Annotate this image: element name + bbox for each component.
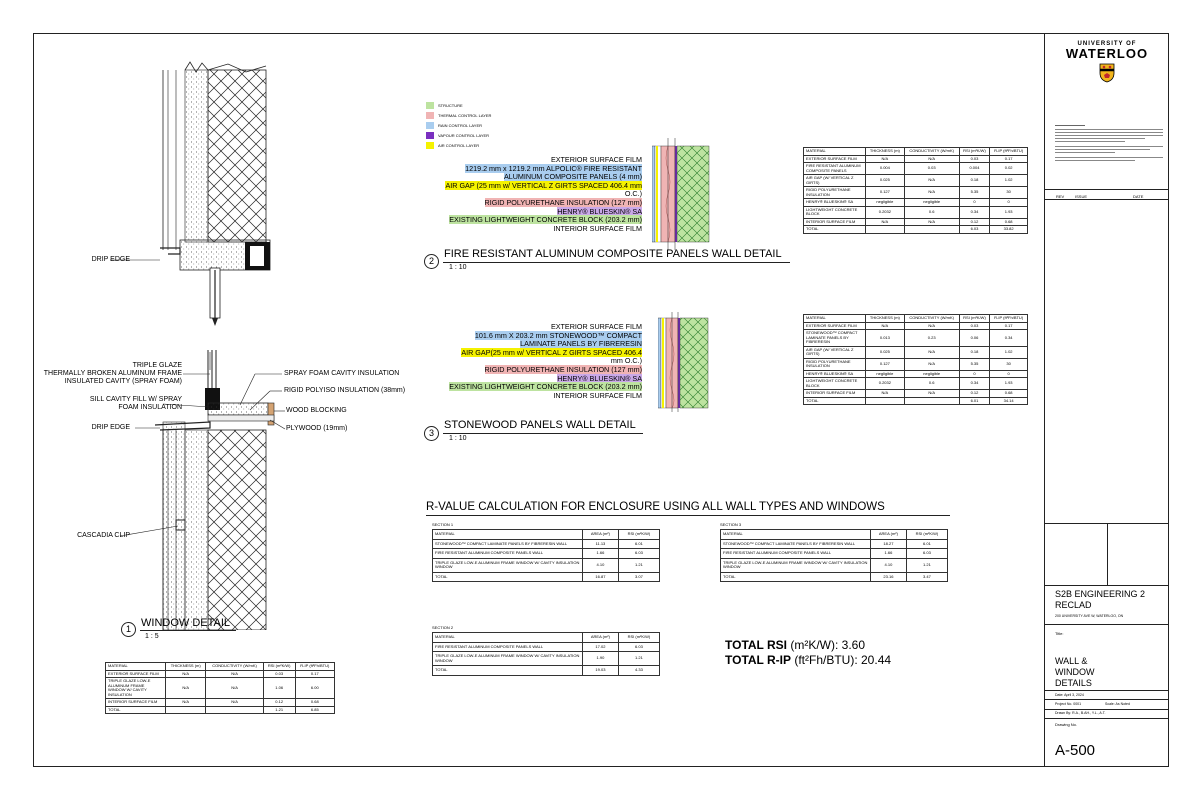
- layer-callout: [410, 225, 642, 234]
- layer-callout-text: mm O.C.): [610, 356, 642, 366]
- stonewood-layer-callouts: [410, 323, 642, 400]
- layer-callout-text: HENRY® BLUESKIN® SA: [557, 373, 642, 383]
- table-row: [721, 558, 948, 572]
- date-label: DATE: [1133, 194, 1144, 199]
- table-cell: 23.16: [871, 572, 907, 582]
- table-header-row: [433, 633, 660, 643]
- table-cell: 1.93: [990, 378, 1028, 390]
- table-cell: 0.127: [866, 358, 905, 370]
- table-header-cell: MATERIAL: [433, 633, 583, 643]
- table-header-cell: CONDUCTIVITY (W/mK): [904, 148, 959, 156]
- layer-legend: [426, 102, 526, 157]
- table-cell: 0.025: [866, 346, 905, 358]
- layer-callout-text: O.C.): [624, 189, 642, 199]
- label-sill-fill-1: SILL CAVITY FILL W/ SPRAY: [89, 396, 182, 403]
- table-cell: STONEWOOD™ COMPACT LAMINATE PANELS BY FIBRERESIN WALL: [433, 539, 583, 549]
- table-cell: INTERIOR SURFACE FILM: [804, 218, 866, 226]
- table-cell: 1.02: [990, 346, 1028, 358]
- table-cell: [904, 226, 959, 234]
- table-header-cell: MATERIAL: [106, 663, 166, 671]
- table-row: [721, 539, 948, 549]
- table-header-cell: CONDUCTIVITY (W/mK): [206, 663, 263, 671]
- table-row: [433, 539, 660, 549]
- table-cell: 0.34: [990, 330, 1028, 347]
- table-cell: TOTAL: [106, 706, 166, 714]
- table-cell: 6.01: [959, 397, 990, 405]
- table-cell: TOTAL: [433, 666, 583, 676]
- stonewood-rsi-table: [803, 314, 1028, 405]
- table-cell: 5.35: [959, 358, 990, 370]
- legend-swatch: [426, 102, 434, 109]
- label-wood-blocking: WOOD BLOCKING: [286, 407, 347, 414]
- table-row: [106, 678, 335, 699]
- table-cell: N/A: [904, 358, 959, 370]
- table-row: [804, 187, 1028, 199]
- section-1-label: SECTION 1: [432, 522, 454, 527]
- table-cell: INTERIOR SURFACE FILM: [106, 699, 166, 707]
- window-detail-drawing: [60, 60, 420, 630]
- title-label: Title:: [1055, 631, 1064, 636]
- drawn-by: Drawn By: R.A., B.AH., Y.L., A.T.: [1055, 711, 1106, 715]
- table-cell: 0.6: [904, 378, 959, 390]
- table-header-cell: RSI (m²K/W): [263, 663, 295, 671]
- table-row: [804, 330, 1028, 347]
- layer-callout-text: LAMINATE PANELS BY FIBRERESIN: [520, 339, 642, 349]
- window-rsi-table: [105, 662, 335, 714]
- table-cell: 30: [990, 358, 1028, 370]
- table-cell: 0.013: [866, 330, 905, 347]
- table-cell: 5.35: [959, 187, 990, 199]
- table-header-cell: AREA (m²): [583, 530, 619, 540]
- table-header-cell: RSI (m²K/W): [959, 148, 990, 156]
- layer-callout-text: 1219.2 mm x 1219.2 mm ALPOLIC® FIRE RESISTANT: [465, 163, 642, 173]
- label-aluminum-frame: THERMALLY BROKEN ALUMINUM FRAME: [43, 370, 182, 377]
- table-cell: 33.82: [990, 226, 1028, 234]
- table-cell: 0.004: [866, 163, 905, 175]
- acp-detail-title: FIRE RESISTANT ALUMINUM COMPOSITE PANELS WALL DETAIL: [444, 248, 782, 260]
- table-row: [804, 199, 1028, 207]
- section-1-table: [432, 529, 660, 582]
- table-cell: N/A: [866, 155, 905, 163]
- project-address: 200 UNIVERSITY AVE W, WATERLOO, ON: [1055, 614, 1124, 618]
- table-cell: [166, 706, 206, 714]
- table-cell: 1.21: [906, 558, 947, 572]
- acp-detail-number: 2: [424, 254, 439, 269]
- table-cell: 11.13: [583, 539, 619, 549]
- table-cell: N/A: [166, 670, 206, 678]
- table-header-cell: THICKNESS (m): [166, 663, 206, 671]
- stonewood-wall-section-drawing: [658, 312, 710, 412]
- table-cell: 0.2032: [866, 206, 905, 218]
- layer-callout-text: 101.6 mm X 203.2 mm STONEWOOD™ COMPACT: [474, 330, 642, 340]
- issue-label: ISSUE: [1075, 194, 1088, 199]
- table-cell: N/A: [866, 218, 905, 226]
- table-cell: N/A: [206, 678, 263, 699]
- table-cell: 0.12: [263, 699, 295, 707]
- table-row: [433, 666, 660, 676]
- table-row: [804, 358, 1028, 370]
- table-cell: 0.03: [959, 322, 990, 330]
- table-cell: FIRE RESISTANT ALUMINUM COMPOSITE PANELS WALL: [433, 642, 583, 652]
- table-row: [804, 226, 1028, 234]
- table-row: [804, 397, 1028, 405]
- table-cell: 6.03: [906, 549, 947, 559]
- table-cell: 0.23: [904, 330, 959, 347]
- window-detail-scale: 1 : 5: [145, 633, 159, 640]
- table-cell: 6.03: [959, 226, 990, 234]
- table-header-cell: THICKNESS (m): [866, 315, 905, 323]
- legend-swatch: [426, 132, 434, 139]
- total-rip: [725, 653, 891, 667]
- table-cell: 0.02: [990, 163, 1028, 175]
- table-row: [804, 163, 1028, 175]
- layer-callout-text: INTERIOR SURFACE FILM: [553, 390, 642, 400]
- title-block: [1044, 33, 1169, 767]
- table-cell: 0.03: [959, 155, 990, 163]
- table-row: [106, 670, 335, 678]
- table-cell: 0.18: [959, 175, 990, 187]
- window-detail-title: WINDOW DETAIL: [141, 617, 231, 629]
- table-header-cell: R-IP (ft²Fh/BTU): [990, 315, 1028, 323]
- table-cell: 19.03: [583, 666, 619, 676]
- table-cell: N/A: [166, 699, 206, 707]
- table-cell: TRIPLE GLAZE LOW-E ALUMINUM FRAME WINDOW W/ CAVITY INSULATION WINDOW: [721, 558, 871, 572]
- table-cell: 34.14: [990, 397, 1028, 405]
- table-cell: EXTERIOR SURFACE FILM: [804, 322, 866, 330]
- table-header-cell: RSI (m²K/W): [959, 315, 990, 323]
- table-cell: 0.06: [959, 330, 990, 347]
- table-cell: N/A: [904, 346, 959, 358]
- table-cell: 0.12: [959, 390, 990, 398]
- layer-callout: [410, 349, 642, 358]
- table-cell: TOTAL: [804, 226, 866, 234]
- table-cell: negligible: [904, 370, 959, 378]
- table-cell: 4.33: [618, 666, 659, 676]
- table-cell: RIGID POLYURETHANE INSULATION: [804, 358, 866, 370]
- stonewood-detail-number: 3: [424, 426, 439, 441]
- table-cell: N/A: [904, 155, 959, 163]
- table-cell: 1.06: [263, 678, 295, 699]
- crest-icon: [1099, 63, 1115, 83]
- table-cell: [206, 706, 263, 714]
- legend-label: VAPOUR CONTROL LAYER: [438, 133, 490, 138]
- logo-line-1: UNIVERSITY OF: [1077, 41, 1137, 47]
- label-plywood: PLYWOOD (19mm): [286, 425, 348, 432]
- table-cell: TOTAL: [433, 572, 583, 582]
- table-header-cell: R-IP (ft²Fh/BTU): [295, 663, 334, 671]
- table-cell: 0.12: [959, 218, 990, 226]
- table-cell: N/A: [904, 218, 959, 226]
- table-cell: 0.18: [959, 346, 990, 358]
- table-cell: 30: [990, 187, 1028, 199]
- table-header-row: [804, 315, 1028, 323]
- table-cell: STONEWOOD™ COMPACT LAMINATE PANELS BY FIBRERESIN: [804, 330, 866, 347]
- total-rip-label: TOTAL R-IP: [725, 653, 791, 667]
- section-3-label: SECTION 3: [720, 522, 742, 527]
- date-row: Date: April 3, 2024: [1055, 693, 1084, 697]
- drawing-title: WALL & WINDOW DETAILS: [1055, 656, 1095, 688]
- total-rip-value: (ft²Fh/BTU): 20.44: [794, 653, 892, 667]
- table-cell: 0.68: [990, 218, 1028, 226]
- label-spray-foam: SPRAY FOAM CAVITY INSULATION: [284, 370, 400, 377]
- label-sill-fill-2: FOAM INSULATION: [118, 404, 182, 411]
- label-triple-glaze: TRIPLE GLAZE: [132, 362, 182, 369]
- table-header-cell: AREA (m²): [583, 633, 619, 643]
- table-header-cell: MATERIAL: [721, 530, 871, 540]
- table-cell: FIRE RESISTANT ALUMINUM COMPOSITE PANELS WALL: [721, 549, 871, 559]
- table-cell: [866, 397, 905, 405]
- table-cell: RIGID POLYURETHANE INSULATION: [804, 187, 866, 199]
- table-cell: 0.34: [959, 378, 990, 390]
- table-cell: 4.10: [871, 558, 907, 572]
- label-rigid-polyiso: RIGID POLYISO INSULATION (38mm): [284, 387, 406, 394]
- table-cell: N/A: [206, 670, 263, 678]
- acp-detail-scale: 1 : 10: [449, 264, 467, 271]
- layer-callout-text: EXTERIOR SURFACE FILM: [550, 155, 642, 164]
- table-header-cell: THICKNESS (m): [866, 148, 905, 156]
- table-cell: 3.07: [618, 572, 659, 582]
- project-name: S2B ENGINEERING 2 RECLAD: [1055, 589, 1146, 610]
- table-cell: [866, 226, 905, 234]
- table-cell: 4.10: [583, 558, 619, 572]
- table-cell: 1.90: [583, 652, 619, 666]
- table-cell: TOTAL: [804, 397, 866, 405]
- total-rsi: [725, 638, 865, 652]
- label-drip-edge-bottom: DRIP EDGE: [91, 424, 130, 431]
- table-cell: 0.004: [959, 163, 990, 175]
- table-cell: 0.17: [990, 155, 1028, 163]
- table-row: [433, 558, 660, 572]
- table-row: [804, 390, 1028, 398]
- section-3-table: [720, 529, 948, 582]
- table-cell: 0.68: [990, 390, 1028, 398]
- table-row: [804, 346, 1028, 358]
- window-detail-number: 1: [121, 622, 136, 637]
- table-cell: N/A: [904, 322, 959, 330]
- table-cell: FIRE RESISTANT ALUMINUM COMPOSITE PANELS: [804, 163, 866, 175]
- table-cell: 1.66: [871, 549, 907, 559]
- acp-rsi-table: [803, 147, 1028, 234]
- drawing-number-label: Drawing No.: [1055, 722, 1078, 727]
- table-cell: 0.34: [959, 206, 990, 218]
- total-rsi-label: TOTAL RSI: [725, 638, 788, 652]
- table-cell: 3.47: [906, 572, 947, 582]
- legend-label: THERMAL CONTROL LAYER: [438, 113, 492, 118]
- table-cell: 0.6: [904, 206, 959, 218]
- label-drip-edge-top: DRIP EDGE: [91, 256, 130, 263]
- table-cell: 0.025: [866, 175, 905, 187]
- table-cell: 6.85: [295, 706, 334, 714]
- layer-callout: [410, 392, 642, 401]
- table-header-cell: RSI (m²K/W): [906, 530, 947, 540]
- layer-callout-text: EXTERIOR SURFACE FILM: [550, 322, 642, 331]
- layer-callout-text: ALUMINUM COMPOSITE PANELS (4 mm): [503, 172, 642, 182]
- table-row: [804, 378, 1028, 390]
- table-header-row: [721, 530, 948, 540]
- table-cell: negligible: [866, 370, 905, 378]
- layer-callout-text: AIR GAP (25 mm w/ VERTICAL Z GIRTS SPACED 406.4 mm: [445, 180, 642, 190]
- table-cell: LIGHTWEIGHT CONCRETE BLOCK: [804, 378, 866, 390]
- logo-line-2: WATERLOO: [1065, 46, 1149, 61]
- project-number: Project No. 0001: [1055, 702, 1082, 706]
- table-cell: 0: [990, 199, 1028, 207]
- legend-label: RAIN CONTROL LAYER: [438, 123, 483, 128]
- label-insulated-cavity: INSULATED CAVITY (SPRAY FOAM): [64, 378, 182, 385]
- table-cell: N/A: [166, 678, 206, 699]
- acp-wall-section-drawing: [652, 138, 712, 250]
- table-cell: N/A: [904, 175, 959, 187]
- table-cell: negligible: [904, 199, 959, 207]
- table-row: [721, 572, 948, 582]
- table-cell: 16.87: [583, 572, 619, 582]
- table-cell: 0.2032: [866, 378, 905, 390]
- table-cell: HENRY® BLUESKIN® SA: [804, 199, 866, 207]
- table-header-cell: MATERIAL: [804, 148, 866, 156]
- university-logo: [1045, 41, 1169, 88]
- section-2-table: [432, 632, 660, 676]
- table-cell: FIRE RESISTANT ALUMINUM COMPOSITE PANELS WALL: [433, 549, 583, 559]
- table-cell: 1.93: [990, 206, 1028, 218]
- table-cell: 6.00: [295, 678, 334, 699]
- table-header-row: [804, 148, 1028, 156]
- layer-callout-text: RIGID POLYURETHANE INSULATION (127 mm): [484, 364, 642, 374]
- table-cell: TRIPLE GLAZE LOW-E ALUMINUM FRAME WINDOW W/ CAVITY INSULATION WINDOW: [433, 558, 583, 572]
- table-row: [106, 699, 335, 707]
- table-cell: HENRY® BLUESKIN® SA: [804, 370, 866, 378]
- stonewood-detail-title: STONEWOOD PANELS WALL DETAIL: [444, 419, 636, 431]
- table-header-cell: R-IP (ft²Fh/BTU): [990, 148, 1028, 156]
- table-row: [804, 370, 1028, 378]
- layer-callout-text: HENRY® BLUESKIN® SA: [557, 206, 642, 216]
- table-cell: TRIPLE GLAZE LOW-E ALUMINUM FRAME WINDOW W/ CAVITY INSULATION WINDOW: [433, 652, 583, 666]
- layer-callout-text: RIGID POLYURETHANE INSULATION (127 mm): [484, 197, 642, 207]
- table-cell: 6.03: [618, 642, 659, 652]
- table-cell: INTERIOR SURFACE FILM: [804, 390, 866, 398]
- layer-callout-text: AIR GAP(25 mm w/ VERTICAL Z GIRTS SPACED 406.4: [461, 347, 642, 357]
- table-cell: 1.02: [990, 175, 1028, 187]
- table-cell: 0.03: [904, 163, 959, 175]
- table-cell: 17.02: [583, 642, 619, 652]
- table-header-cell: MATERIAL: [804, 315, 866, 323]
- legend-label: STRUCTURE: [438, 103, 463, 108]
- table-row: [721, 549, 948, 559]
- table-cell: LIGHTWEIGHT CONCRETE BLOCK: [804, 206, 866, 218]
- table-header-cell: MATERIAL: [433, 530, 583, 540]
- table-cell: 0.68: [295, 699, 334, 707]
- scale-label: Scale: As Noted: [1105, 702, 1130, 706]
- table-cell: 1.21: [263, 706, 295, 714]
- table-cell: 1.66: [583, 549, 619, 559]
- table-cell: [904, 397, 959, 405]
- table-row: [804, 206, 1028, 218]
- layer-callout-text: EXISTING LIGHTWEIGHT CONCRETE BLOCK (203.2 mm): [449, 215, 642, 225]
- stonewood-detail-scale: 1 : 10: [449, 435, 467, 442]
- drawing-number: A-500: [1055, 742, 1096, 759]
- table-row: [804, 218, 1028, 226]
- rvalue-heading: R-VALUE CALCULATION FOR ENCLOSURE USING ALL WALL TYPES AND WINDOWS: [426, 501, 885, 513]
- table-cell: 6.01: [618, 539, 659, 549]
- rev-label: REV: [1056, 194, 1065, 199]
- legend-label: AIR CONTROL LAYER: [438, 143, 480, 148]
- table-header-row: [106, 663, 335, 671]
- layer-callout: [410, 182, 642, 191]
- table-header-cell: RSI (m²K/W): [618, 633, 659, 643]
- table-row: [804, 322, 1028, 330]
- table-row: [433, 572, 660, 582]
- table-cell: N/A: [866, 390, 905, 398]
- table-cell: 1.21: [618, 558, 659, 572]
- table-header-row: [433, 530, 660, 540]
- table-cell: STONEWOOD™ COMPACT LAMINATE PANELS BY FIBRERESIN WALL: [721, 539, 871, 549]
- table-cell: 1.21: [618, 652, 659, 666]
- table-cell: EXTERIOR SURFACE FILM: [106, 670, 166, 678]
- legend-swatch: [426, 122, 434, 129]
- acp-layer-callouts: [410, 156, 642, 233]
- table-cell: N/A: [904, 390, 959, 398]
- table-cell: AIR GAP (W/ VERTICAL Z GIRTS): [804, 346, 866, 358]
- title-block-notes: [1055, 125, 1163, 163]
- table-header-cell: CONDUCTIVITY (W/mK): [904, 315, 959, 323]
- table-cell: EXTERIOR SURFACE FILM: [804, 155, 866, 163]
- label-cascadia-clip: CASCADIA CLIP: [77, 532, 130, 539]
- table-cell: 0.17: [295, 670, 334, 678]
- table-cell: TOTAL: [721, 572, 871, 582]
- legend-swatch: [426, 142, 434, 149]
- table-cell: 18.27: [871, 539, 907, 549]
- table-cell: N/A: [206, 699, 263, 707]
- table-row: [433, 549, 660, 559]
- table-cell: negligible: [866, 199, 905, 207]
- layer-callout-text: INTERIOR SURFACE FILM: [553, 223, 642, 233]
- legend-swatch: [426, 112, 434, 119]
- table-cell: 0.03: [263, 670, 295, 678]
- section-2-label: SECTION 2: [432, 625, 454, 630]
- table-cell: 0.17: [990, 322, 1028, 330]
- table-cell: 6.01: [906, 539, 947, 549]
- table-cell: 0.127: [866, 187, 905, 199]
- table-header-cell: RSI (m²K/W): [618, 530, 659, 540]
- table-cell: 0: [959, 199, 990, 207]
- table-cell: 6.03: [618, 549, 659, 559]
- table-cell: 0: [990, 370, 1028, 378]
- table-cell: TRIPLE GLAZE LOW-E ALUMINUM FRAME WINDOW W/ CAVITY INSULATION: [106, 678, 166, 699]
- table-row: [804, 155, 1028, 163]
- table-row: [804, 175, 1028, 187]
- table-cell: AIR GAP (W/ VERTICAL Z GIRTS): [804, 175, 866, 187]
- table-row: [433, 642, 660, 652]
- table-cell: N/A: [904, 187, 959, 199]
- table-cell: 0: [959, 370, 990, 378]
- table-row: [106, 706, 335, 714]
- total-rsi-value: (m²K/W): 3.60: [790, 638, 866, 652]
- table-cell: N/A: [866, 322, 905, 330]
- table-row: [433, 652, 660, 666]
- table-header-cell: AREA (m²): [871, 530, 907, 540]
- layer-callout-text: EXISTING LIGHTWEIGHT CONCRETE BLOCK (203.2 mm): [449, 382, 642, 392]
